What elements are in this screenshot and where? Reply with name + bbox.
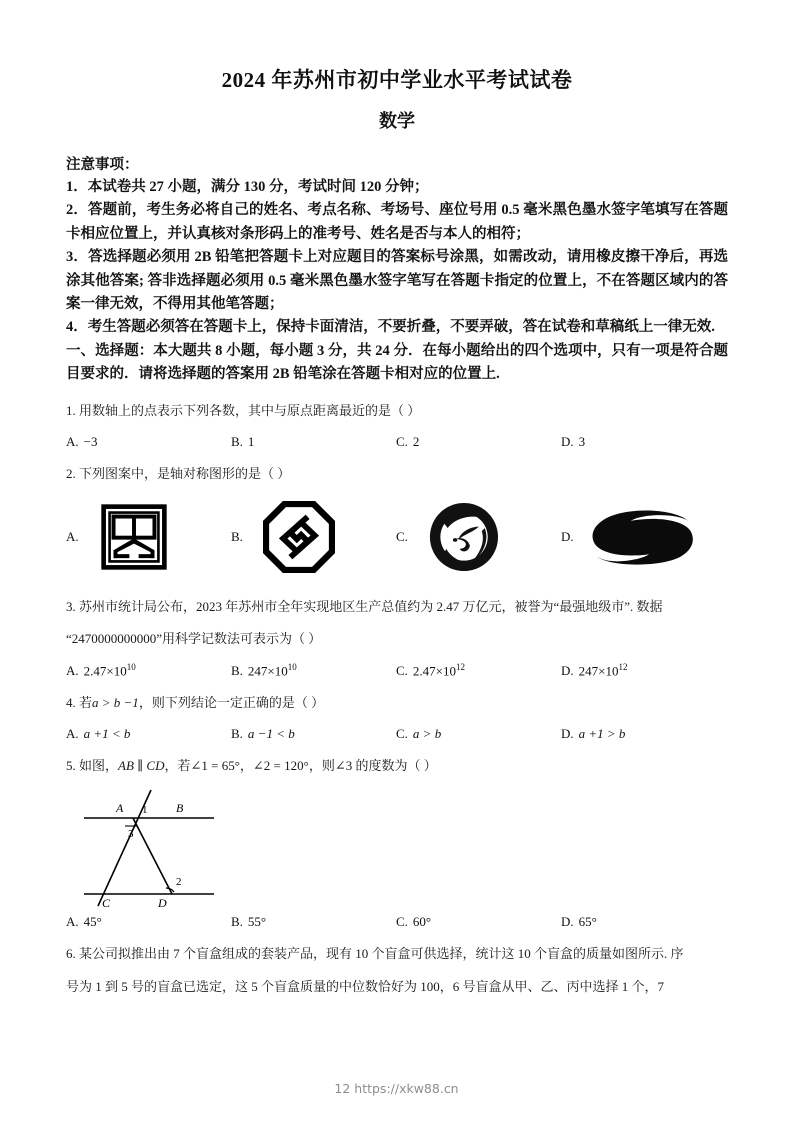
option-3-a-exponent: 10: [126, 661, 136, 672]
option-4-d-math: a +1 > b: [578, 726, 626, 742]
figure-label-b: B: [176, 800, 184, 815]
question-6: [66, 943, 728, 999]
option-5-d[interactable]: [561, 914, 726, 930]
octagon-spiral-logo-icon: [256, 494, 342, 580]
option-4-b[interactable]: [231, 726, 396, 742]
figure-label-d: D: [158, 895, 167, 910]
option-4-a-math: a +1 < b: [83, 726, 131, 742]
option-4-b-label: B.: [231, 726, 243, 742]
option-3-c[interactable]: [396, 662, 561, 679]
option-1-b[interactable]: [231, 434, 396, 450]
question-5-stem: [66, 755, 728, 778]
option-2-a-label: A.: [66, 529, 79, 545]
question-5-stem-post: ，若∠1 = 65°，∠2 = 120°，则∠3 的度数为（ ）: [164, 758, 437, 774]
option-3-a-times: ×10: [106, 663, 127, 679]
section-one-heading: 一、选择题：本大题共 8 小题，每小题 3 分，共 24 分．在每小题给出的四个选项中，只有一项是符合题目要求的．请将选择题的答案用 2B 铅笔涂在答题卡相对应的位置上.: [66, 342, 728, 383]
option-5-a-text: 45°: [83, 913, 102, 929]
option-3-b[interactable]: [231, 662, 396, 679]
question-1: [66, 400, 728, 450]
option-1-d-text: 3: [578, 433, 586, 449]
option-4-a-label: A.: [66, 726, 79, 742]
option-3-d-exponent: 12: [618, 661, 628, 672]
option-1-b-label: B.: [231, 433, 243, 449]
option-5-c[interactable]: [396, 914, 561, 930]
option-1-b-text: 1: [247, 433, 255, 449]
question-1-stem: 1. 用数轴上的点表示下列各数，其中与原点距离最近的是（ ）: [66, 402, 421, 418]
notice-item-2: 2．答题前，考生务必将自己的姓名、考点名称、考场号、座位号用 0.5 毫米黑色墨水签字笔填写在答题卡相应位置上，并认真核对条形码上的准考号、姓名是否与本人的相符；: [66, 202, 728, 242]
question-2-stem: 2. 下列图案中，是轴对称图形的是（ ）: [66, 465, 291, 481]
option-5-d-label: D.: [561, 913, 574, 929]
page-title: 2024 年苏州市初中学业水平考试试卷: [221, 68, 573, 92]
option-2-b[interactable]: [231, 494, 396, 580]
option-1-c-label: C.: [396, 433, 408, 449]
option-3-b-times: ×10: [267, 663, 288, 679]
question-3-stem-line-1: 3. 苏州市统计局公布，2023 年苏州市全年实现地区生产总值约为 2.47 万亿元，被誉为“最强地级市”. 数据: [66, 599, 663, 615]
question-5: [66, 755, 728, 930]
gate-window-logo-icon: [91, 494, 177, 580]
option-3-b-label: B.: [231, 663, 243, 679]
option-5-d-text: 65°: [578, 913, 597, 929]
option-4-b-math: a −1 < b: [247, 726, 295, 742]
option-4-d[interactable]: [561, 726, 726, 742]
option-3-c-times: ×10: [435, 663, 457, 679]
option-3-d-times: ×10: [598, 663, 619, 679]
question-5-parallel-symbol: ∥: [133, 758, 147, 774]
option-1-a[interactable]: [66, 434, 231, 450]
option-2-d[interactable]: [561, 494, 726, 580]
option-5-b-label: B.: [231, 913, 243, 929]
option-3-c-exponent: 12: [456, 661, 466, 672]
subject-title: 数学: [379, 111, 415, 132]
question-6-stem-line-1: 6. 某公司拟推出由 7 个盲盒组成的套装产品，现有 10 个盲盒可供选择，统计这 10 个盲盒的质量如图所示. 序: [66, 945, 684, 961]
option-4-c[interactable]: [396, 726, 561, 742]
option-1-c[interactable]: [396, 434, 561, 450]
option-5-a[interactable]: [66, 914, 231, 930]
question-3-stem-line-2: “2470000000000”用科学记数法可表示为（ ）: [66, 631, 322, 647]
question-5-line-cd: CD: [146, 758, 165, 774]
option-5-b-text: 55°: [247, 913, 267, 929]
page-content: [66, 60, 728, 998]
question-3: [66, 596, 728, 679]
brush-circle-logo-icon: [421, 494, 507, 580]
notice-item-4: 4．考生答题必须答在答题卡上，保持卡面清洁，不要折叠，不要弄破，答在试卷和草稿纸上一律无效.: [66, 319, 715, 336]
question-3-options: [66, 662, 728, 679]
notice-item-3: 3．答选择题必须用 2B 铅笔把答题卡上对应题目的答案标号涂黑，如需改动，请用橡皮擦干净后，再选涂其他答案; 答非选择题必须用 0.5 毫米黑色墨水签字笔写在答题卡指定的位置上，不在答题区域内的答案一律无效，不得用其他笔答题；: [66, 249, 728, 312]
option-5-a-label: A.: [66, 913, 79, 929]
question-5-options: [66, 914, 728, 930]
option-1-d-label: D.: [561, 433, 574, 449]
option-4-d-label: D.: [561, 726, 574, 742]
option-1-c-text: 2: [412, 433, 420, 449]
option-3-b-exponent: 10: [287, 661, 297, 672]
question-2: [66, 463, 728, 584]
question-4-stem-pre: 4. 若: [66, 695, 93, 711]
option-3-c-label: C.: [396, 663, 408, 679]
notice-item-1: 1．本试卷共 27 小题，满分 130 分，考试时间 120 分钟；: [66, 178, 429, 195]
question-5-figure: [80, 782, 230, 912]
figure-label-c: C: [102, 895, 111, 910]
question-5-stem-pre: 5. 如图，: [66, 758, 119, 774]
option-2-b-label: B.: [231, 529, 243, 545]
page-footer: 12 https://xkw88.cn: [334, 1081, 459, 1096]
figure-angle-1: 1: [142, 803, 148, 816]
option-3-a-label: A.: [66, 663, 79, 679]
option-2-d-label: D.: [561, 529, 574, 545]
question-4-stem: [66, 692, 728, 715]
question-5-line-ab: AB: [118, 758, 134, 774]
option-3-d[interactable]: [561, 662, 726, 679]
option-5-b[interactable]: [231, 914, 396, 930]
option-3-c-mantissa: 2.47: [412, 663, 436, 679]
figure-angle-2: 2: [176, 875, 182, 888]
option-3-d-label: D.: [561, 663, 574, 679]
option-3-b-mantissa: 247: [247, 663, 268, 679]
option-3-d-mantissa: 247: [578, 663, 599, 679]
option-4-a[interactable]: [66, 726, 231, 742]
option-2-a[interactable]: [66, 494, 231, 580]
option-3-a-mantissa: 2.47: [83, 663, 107, 679]
figure-label-a: A: [116, 800, 124, 815]
question-4-stem-math: a > b −1: [92, 695, 139, 711]
option-1-d[interactable]: [561, 434, 726, 450]
option-4-c-label: C.: [396, 726, 408, 742]
question-2-options: [66, 491, 728, 583]
stylized-s-logo-icon: [586, 494, 696, 580]
question-1-options: [66, 434, 728, 450]
option-2-c[interactable]: [396, 494, 561, 580]
option-5-c-text: 60°: [412, 913, 432, 929]
figure-angle-3: 3: [128, 827, 134, 840]
option-2-c-label: C.: [396, 529, 408, 545]
question-4: [66, 692, 728, 742]
option-1-a-label: A.: [66, 433, 79, 449]
option-3-a[interactable]: [66, 662, 231, 679]
option-5-c-label: C.: [396, 913, 408, 929]
question-4-stem-post: ，则下列结论一定正确的是（ ）: [138, 695, 325, 711]
notice-heading: 注意事项：: [66, 156, 139, 173]
question-6-stem-line-2: 号为 1 到 5 号的盲盒已选定，这 5 个盲盒质量的中位数恰好为 100，6 号盲盒从甲、乙、丙中选择 1 个，7: [66, 978, 665, 994]
question-4-options: [66, 726, 728, 742]
option-4-c-math: a > b: [412, 726, 442, 742]
option-1-a-text: −3: [83, 433, 98, 449]
